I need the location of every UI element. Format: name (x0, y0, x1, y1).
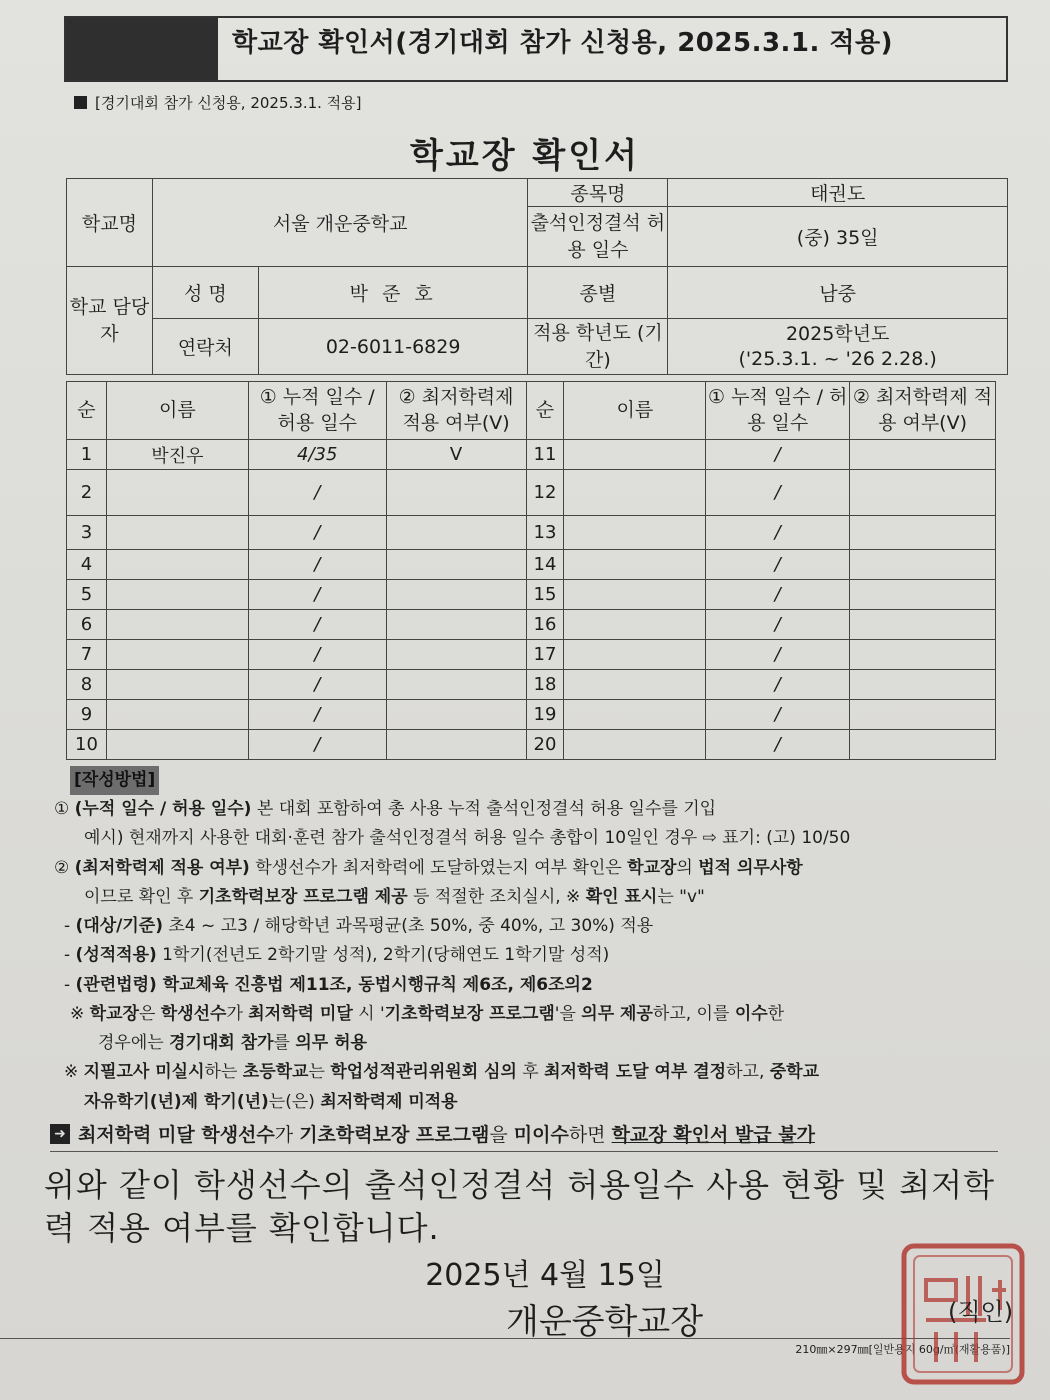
row-number: 1 (67, 440, 107, 470)
row-number: 20 (526, 730, 564, 760)
days-cell: / (248, 516, 386, 550)
confirmation-statement: 위와 같이 학생선수의 출석인정결석 허용일수 사용 현황 및 최저학력 적용 여부를 확인합니다. (44, 1166, 996, 1248)
banner-title: 학교장 확인서(경기대회 참가 신청용, 2025.3.1. 적용) (232, 28, 894, 58)
event-label: 종목명 (528, 179, 668, 207)
table-row (67, 580, 996, 610)
row-number: 4 (67, 550, 107, 580)
gender-label: 종별 (528, 267, 668, 319)
text: 하면 (568, 1124, 612, 1146)
header-banner (64, 16, 1008, 82)
row-number: 6 (67, 610, 107, 640)
header-name: 이름 (106, 382, 248, 440)
school-label: 학교명 (67, 179, 153, 267)
table-row (67, 670, 996, 700)
min-check-cell (386, 700, 526, 730)
student-name (564, 440, 706, 470)
header-no-2: 순 (526, 382, 564, 440)
min-check-cell (386, 610, 526, 640)
row-number: 3 (67, 516, 107, 550)
instructions-section (54, 766, 994, 1117)
event-value: 태권도 (668, 179, 1008, 207)
text: 을 (489, 1124, 514, 1146)
circled-number: ② (54, 857, 70, 878)
instruction-line (54, 1088, 994, 1117)
bold-text: 최저학력 미달 (248, 1003, 353, 1024)
school-value: 서울 개운중학교 (152, 179, 528, 267)
student-name (106, 700, 248, 730)
text: 등 적절한 조치실시, ※ (407, 886, 586, 907)
form-preamble (74, 92, 362, 113)
text: 가 (226, 1003, 249, 1024)
student-name (106, 470, 248, 516)
min-check-cell (386, 670, 526, 700)
min-check-cell (850, 640, 996, 670)
header-name-2: 이름 (564, 382, 706, 440)
dash: - (64, 945, 76, 966)
student-name (106, 550, 248, 580)
row-number: 10 (67, 730, 107, 760)
table-row (67, 700, 996, 730)
bold-text: 학교장 (89, 1003, 139, 1024)
row-number: 5 (67, 580, 107, 610)
student-name (564, 550, 706, 580)
row-number: 17 (526, 640, 564, 670)
dash: - (64, 916, 76, 937)
days-cell: / (248, 580, 386, 610)
note-mark: ※ (70, 1003, 90, 1024)
min-check-cell (386, 470, 526, 516)
instruction-line (54, 1000, 994, 1029)
days-cell: / (706, 610, 850, 640)
student-name (564, 516, 706, 550)
manager-label: 학교 담당자 (67, 267, 153, 375)
instruction-line (54, 912, 994, 941)
arrow-box-icon: ➜ (50, 1124, 70, 1144)
student-name (564, 670, 706, 700)
min-check-cell (386, 640, 526, 670)
paper-spec-footer: 210㎜×297㎜[일반용지 60g/㎡(재활용품)] (0, 1338, 1010, 1357)
student-name (106, 640, 248, 670)
min-check-cell (386, 730, 526, 760)
circled-number: ① (54, 799, 70, 820)
text: 후 (516, 1062, 545, 1083)
bold-text: 기초학력보장 프로그램 제공 (198, 886, 408, 907)
table-row (67, 550, 996, 580)
row-number: 16 (526, 610, 564, 640)
row-number: 8 (67, 670, 107, 700)
square-bullet-icon (74, 96, 87, 109)
min-check-cell (850, 580, 996, 610)
days-cell: / (248, 700, 386, 730)
allow-label: 출석인정결석 허용 일수 (528, 207, 668, 267)
bold-text: 최저학력제 미적용 (320, 1091, 458, 1112)
text: 기초학력보장 프로그램 (299, 1124, 490, 1146)
bold-text: 지필고사 미실시 (83, 1062, 205, 1083)
bold-text: 학생선수 (160, 1003, 227, 1024)
instruction-line (54, 1029, 994, 1058)
min-check-cell (850, 730, 996, 760)
days-cell: / (706, 580, 850, 610)
instruction-line: 예시) 현재까지 사용한 대회·훈련 참가 출석인정결석 허용 일수 총합이 10일인 경우 ⇨ 표기: (고) 10/50 (84, 828, 851, 849)
header-no: 순 (67, 382, 107, 440)
header-days: ① 누적 일수 / 허용 일수 (248, 382, 386, 440)
row-number: 15 (526, 580, 564, 610)
student-name (106, 516, 248, 550)
row-number: 9 (67, 700, 107, 730)
student-name (106, 730, 248, 760)
instruction-line (54, 971, 994, 1000)
student-name (564, 580, 706, 610)
table-row (67, 440, 996, 470)
table-row (67, 516, 996, 550)
gender-value: 남중 (668, 267, 1008, 319)
bold-text: 초등학교 (242, 1062, 309, 1083)
bold-text: 학교장 (627, 857, 677, 878)
contact-label: 연락처 (152, 319, 258, 375)
min-check-cell: V (386, 440, 526, 470)
bold-text: 경기대회 참가 (169, 1033, 274, 1054)
days-cell: / (706, 700, 850, 730)
row-number: 14 (526, 550, 564, 580)
row-number: 13 (526, 516, 564, 550)
days-cell: / (706, 730, 850, 760)
page-title: 학교장 확인서 (410, 136, 640, 176)
row-number: 2 (67, 470, 107, 516)
row-number: 18 (526, 670, 564, 700)
text: 은 (138, 1003, 161, 1024)
days-cell: / (248, 730, 386, 760)
bold-text: 의무 허용 (295, 1033, 367, 1054)
instruction-line (54, 1058, 994, 1087)
bold-text: (최저학력제 적용 여부) (74, 857, 250, 878)
header-days-2: ① 누적 일수 / 허용 일수 (706, 382, 850, 440)
text: 학생선수가 최저학력에 도달하였는지 여부 확인은 (249, 857, 628, 878)
instruction-line (54, 941, 994, 970)
text: 한 (767, 1003, 785, 1024)
instruction-line (54, 883, 994, 912)
days-cell: / (706, 470, 850, 516)
days-cell: / (706, 516, 850, 550)
bold-text: (관련법령) 학교체육 진흥법 제11조, 동법시행규칙 제6조, 제6조의2 (75, 974, 593, 995)
bold-text: (대상/기준) (75, 916, 163, 937)
period-value: ('25.3.1. ~ '26 2.28.) (738, 347, 937, 370)
bold-text: (누적 일수 / 허용 일수) (74, 799, 252, 820)
official-seal-stamp (896, 1240, 1028, 1390)
text: 의 (676, 857, 699, 878)
row-number: 19 (526, 700, 564, 730)
text: 시 ' (352, 1003, 385, 1024)
header-min-2: ② 최저학력제 적용 여부(V) (850, 382, 996, 440)
min-check-cell (850, 516, 996, 550)
min-check-cell (386, 550, 526, 580)
preamble-text: [경기대회 참가 신청용, 2025.3.1. 적용] (95, 94, 362, 112)
student-name (106, 670, 248, 700)
principal-name: 개운중학교장 (506, 1302, 704, 1342)
dash: - (64, 974, 76, 995)
text: 이므로 확인 후 (84, 886, 199, 907)
bold-text: 의무 제공 (581, 1003, 653, 1024)
min-check-cell (850, 550, 996, 580)
min-check-cell (850, 610, 996, 640)
table-row (67, 730, 996, 760)
student-name (564, 700, 706, 730)
table-row (67, 640, 996, 670)
row-number: 11 (526, 440, 564, 470)
bold-text: 법적 의무사항 (698, 857, 803, 878)
text: 경우에는 (98, 1033, 170, 1054)
text: 미이수 (513, 1124, 569, 1146)
bold-text: 최저학력 도달 여부 결정 (544, 1062, 727, 1083)
year-label: 적용 학년도 (기간) (528, 319, 668, 375)
banner-dark-block (66, 18, 218, 80)
min-check-cell (850, 700, 996, 730)
days-cell: / (248, 470, 386, 516)
table-row (67, 470, 996, 516)
days-cell: / (706, 550, 850, 580)
bold-text: 확인 표시 (585, 886, 658, 907)
instruction-line (54, 854, 994, 883)
bold-text: 자유학기(년)제 학기(년) (84, 1091, 269, 1112)
text: 하는 (204, 1062, 243, 1083)
days-cell: / (248, 550, 386, 580)
text: 본 대회 포함하여 총 사용 누적 출석인정결석 허용 일수를 기입 (251, 799, 717, 820)
student-name (564, 610, 706, 640)
text: 를 (273, 1033, 296, 1054)
note-mark: ※ (64, 1062, 84, 1083)
days-cell: / (248, 670, 386, 700)
info-table (66, 178, 1008, 375)
min-check-cell (850, 440, 996, 470)
name-value: 박 준 호 (258, 267, 528, 319)
contact-value: 02-6011-6829 (258, 319, 528, 375)
min-check-cell (850, 470, 996, 516)
student-roster-table (66, 381, 996, 760)
name-label: 성 명 (152, 267, 258, 319)
table-row (67, 610, 996, 640)
student-name: 박진우 (106, 440, 248, 470)
text: 는(은) (268, 1091, 321, 1112)
bold-text: 학업성적관리위원회 심의 (330, 1062, 517, 1083)
row-number: 7 (67, 640, 107, 670)
notice-text (78, 1120, 815, 1147)
roster-header-row (67, 382, 996, 440)
year-cell (668, 319, 1008, 375)
warning-notice (50, 1120, 998, 1152)
text: 최저학력 미달 학생선수 (78, 1124, 275, 1146)
text: '을 (554, 1003, 582, 1024)
student-name (564, 640, 706, 670)
bold-text: 기초학력보장 프로그램 (384, 1003, 555, 1024)
underlined-text: 학교장 확인서 발급 불가 (611, 1124, 815, 1146)
bold-text: 이수 (734, 1003, 768, 1024)
instruction-line (54, 795, 994, 824)
text: 하고, 이를 (652, 1003, 735, 1024)
days-cell: / (248, 610, 386, 640)
header-min: ② 최저학력제 적용 여부(V) (386, 382, 526, 440)
student-name (564, 470, 706, 516)
days-cell: 4/35 (248, 440, 386, 470)
row-number: 12 (526, 470, 564, 516)
text: 는 (308, 1062, 331, 1083)
min-check-cell (386, 516, 526, 550)
student-name (564, 730, 706, 760)
text: 초4 ~ 고3 / 해당학년 과목평균(초 50%, 중 40%, 고 30%) 적용 (162, 916, 654, 937)
text: 가 (274, 1124, 300, 1146)
bold-text: 중학교 (769, 1062, 820, 1083)
instructions-title: [작성방법] (70, 766, 159, 795)
text: 1학기(전년도 2학기말 성적), 2학기(당해연도 1학기말 성적) (156, 945, 610, 966)
student-name (106, 580, 248, 610)
min-check-cell (386, 580, 526, 610)
days-cell: / (706, 670, 850, 700)
seal-label: (직인) (948, 1298, 1014, 1326)
student-name (106, 610, 248, 640)
issue-date: 2025년 4월 15일 (425, 1258, 665, 1293)
text: 하고, (726, 1062, 770, 1083)
min-check-cell (850, 670, 996, 700)
text: 는 "v" (657, 886, 705, 907)
days-cell: / (706, 440, 850, 470)
allow-value: (중) 35일 (668, 207, 1008, 267)
days-cell: / (706, 640, 850, 670)
bold-text: (성적적용) (75, 945, 157, 966)
days-cell: / (248, 640, 386, 670)
year-value: 2025학년도 (785, 322, 890, 345)
